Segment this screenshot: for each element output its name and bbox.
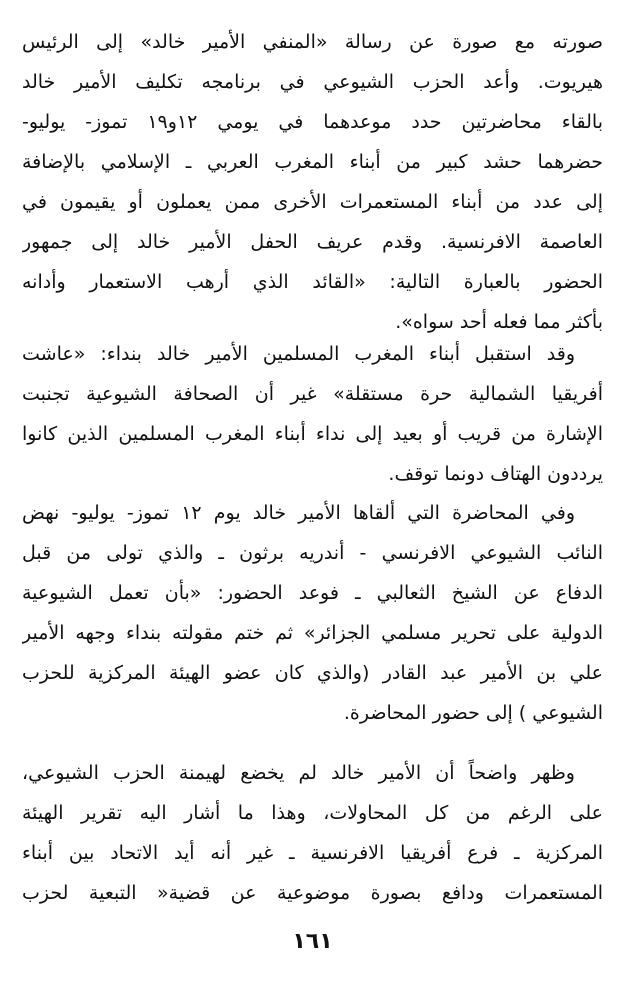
text-line: المركزية ـ فرع أفريقيا الافرنسية ـ غير أنه أيد الاتحاد بين أبناء (22, 842, 603, 864)
text-line: صورته مع صورة عن رسالة «المنفي الأمير خالد» إلى الرئيس (22, 31, 603, 53)
book-page (22, 0, 603, 989)
text-line: هيريوت. وأعد الحزب الشيوعي في برنامجه تكليف الأمير خالد (22, 71, 603, 93)
paragraph-3 (22, 493, 603, 733)
text-line: وظهر واضحاً أن الأمير خالد لم يخضع لهيمنة الحزب الشيوعي، (22, 762, 575, 784)
text-line: على الرغم من كل المحاولات، وهذا ما أشار اليه تقرير الهيئة (22, 802, 603, 824)
text-line: الدولية على تحرير مسلمي الجزائر» ثم ختم مقولته بنداء وجهه الأمير (22, 622, 603, 644)
text-line: بالقاء محاضرتين حدد موعدهما في يومي ١٢و١٩ تموز- يوليو- (22, 111, 603, 133)
text-line: علي بن الأمير عبد القادر (والذي كان عضو الهيئة المركزية للحزب (22, 662, 603, 684)
text-line: يرددون الهتاف دونما توقف. (388, 463, 603, 485)
paragraph-2 (22, 334, 603, 494)
text-line: الدفاع عن الشيخ الثعالبي ـ فوعد الحضور: «بأن تعمل الشيوعية (22, 582, 603, 604)
text-line: الشيوعي ) إلى حضور المحاضرة. (343, 702, 603, 724)
paragraph-1 (22, 22, 603, 342)
text-line: حضرهما حشد كبير من أبناء المغرب العربي ـ الإسلامي بالإضافة (22, 151, 603, 173)
text-line: إلى عدد من أبناء المستعمرات الأخرى ممن يعملون أو يقيمون في (22, 191, 603, 213)
text-line: العاصمة الافرنسية. وقدم عريف الحفل الأمير خالد إلى جمهور (22, 231, 603, 253)
text-line: وقد استقبل أبناء المغرب المسلمين الأمير خالد بنداء: «عاشت (22, 343, 575, 365)
text-line: بأكثر مما فعله أحد سواه». (395, 311, 603, 333)
text-line: الحضور بالعبارة التالية: «القائد الذي أرهب الاستعمار وأدانه (22, 271, 603, 293)
text-line: وفي المحاضرة التي ألقاها الأمير خالد يوم ١٢ تموز- يوليو- نهض (22, 502, 575, 524)
text-line: الإشارة من قريب أو بعيد إلى نداء أبناء المغرب المسلمين الذين كانوا (22, 423, 603, 445)
text-line: النائب الشيوعي الافرنسي - أندريه برثون ـ والذي تولى من قبل (22, 542, 603, 564)
text-line: أفريقيا الشمالية حرة مستقلة» غير أن الصحافة الشيوعية تجنبت (22, 383, 603, 405)
text-line: المستعمرات ودافع بصورة موضوعية عن قضية« التبعية لحزب (22, 882, 603, 904)
page-number: ١٦١ (292, 929, 333, 954)
paragraph-4 (22, 753, 603, 913)
